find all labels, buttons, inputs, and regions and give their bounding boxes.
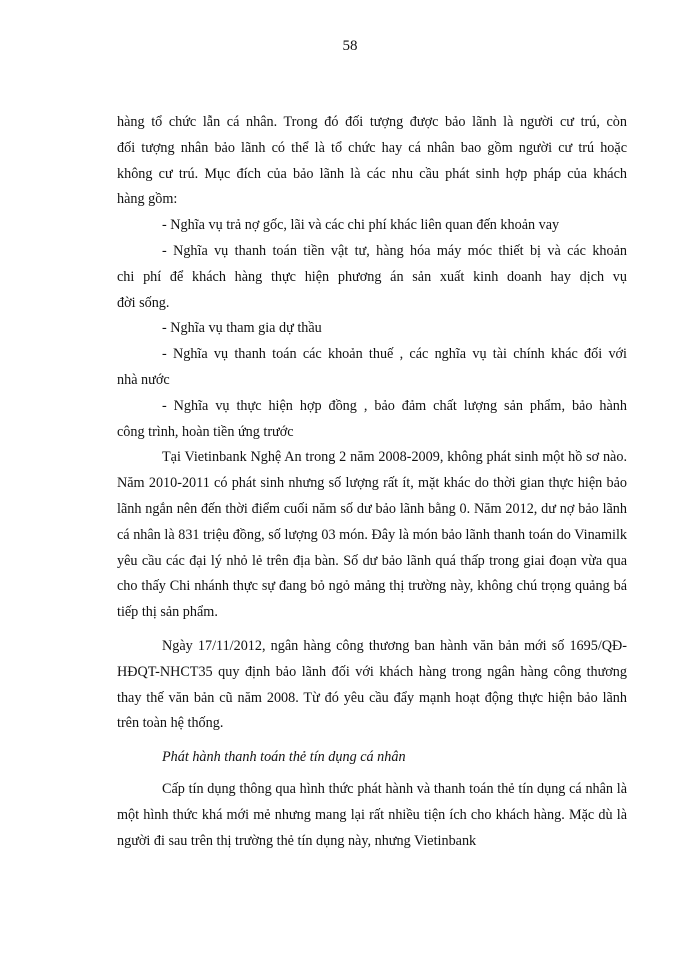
paragraph-credit-card: Cấp tín dụng thông qua hình thức phát hành và thanh toán thẻ tín dụng cá nhân là một hình thức khá mới mẻ nhưng mang lại rất nhiều tiện ích cho khách hàng. Mặc dù là người đi sau trên thị trường thẻ tín dụng này, nhưng Vietinbank — [117, 780, 627, 849]
bullet-item: - Nghĩa vụ trả nợ gốc, lãi và các chi phí khác liên quan đến khoản vay — [162, 217, 560, 234]
page-number: 58 — [342, 38, 358, 54]
bullet-item: - Nghĩa vụ thanh toán tiền vật tư, hàng hóa máy móc thiết bị và các khoản — [162, 242, 627, 259]
paragraph-vietinbank: Tại Vietinbank Nghệ An trong 2 năm 2008-2009, không phát sinh một hồ sơ nào. Năm 2010-2011 có phát sinh nhưng số lượng rất ít, mặt khác do thời gian thực hiện bảo lãnh ngắn nên đến thời điểm cuối năm số dư bảo lãnh bằng 0. Năm 2012, dư nợ bảo lãnh cá nhân là 831 triệu đồng, số lượng 03 món. Đây là món bảo lãnh thanh toán do Vinamilk yêu cầu các đại lý nhỏ lẻ trên địa bàn. Số dư bảo lãnh quá thấp trong giai đoạn vừa qua cho thấy Chi nhánh thực sự đang bỏ ngỏ mảng thị trường này, không chú trọng quảng bá tiếp thị sản phẩm. — [117, 449, 627, 621]
intro-line: hàng tổ chức lẫn cá nhân. Trong đó đối tượng được bảo lãnh là người cư trú, còn — [117, 114, 627, 130]
bullet-continuation: đời sống. — [117, 294, 170, 311]
intro-line: hàng gồm: — [117, 191, 178, 208]
paragraph-decision: Ngày 17/11/2012, ngân hàng công thương ban hành văn bản mới số 1695/QĐ-HĐQT-NHCT35 quy định bảo lãnh đối với khách hàng trong ngân hàng công thương thay thế văn bản cũ năm 2008. Từ đó yêu cầu đẩy mạnh hoạt động thực hiện bảo lãnh trên toàn hệ thống. — [117, 637, 627, 732]
section-heading: Phát hành thanh toán thẻ tín dụng cá nhân — [162, 749, 406, 766]
intro-line: không cư trú. Mục đích của bảo lãnh là các nhu cầu phát sinh hợp pháp của khách — [117, 165, 627, 182]
bullet-item: - Nghĩa vụ tham gia dự thầu — [162, 320, 322, 337]
document-body — [117, 110, 627, 854]
bullet-item: - Nghĩa vụ thanh toán các khoản thuế , các nghĩa vụ tài chính khác đối với — [162, 346, 627, 363]
bullet-item: - Nghĩa vụ thực hiện hợp đồng , bảo đảm chất lượng sản phẩm, bảo hành — [162, 397, 627, 414]
bullet-continuation: chi phí để khách hàng thực hiện phương án sản xuất kinh doanh hay dịch vụ — [117, 268, 627, 285]
bullet-continuation: công trình, hoàn tiền ứng trước — [117, 423, 294, 440]
intro-line: đối tượng nhân bảo lãnh có thể là tổ chức hay cá nhân bao gồm người cư trú hoặc — [117, 139, 627, 156]
bullet-continuation: nhà nước — [117, 371, 170, 388]
